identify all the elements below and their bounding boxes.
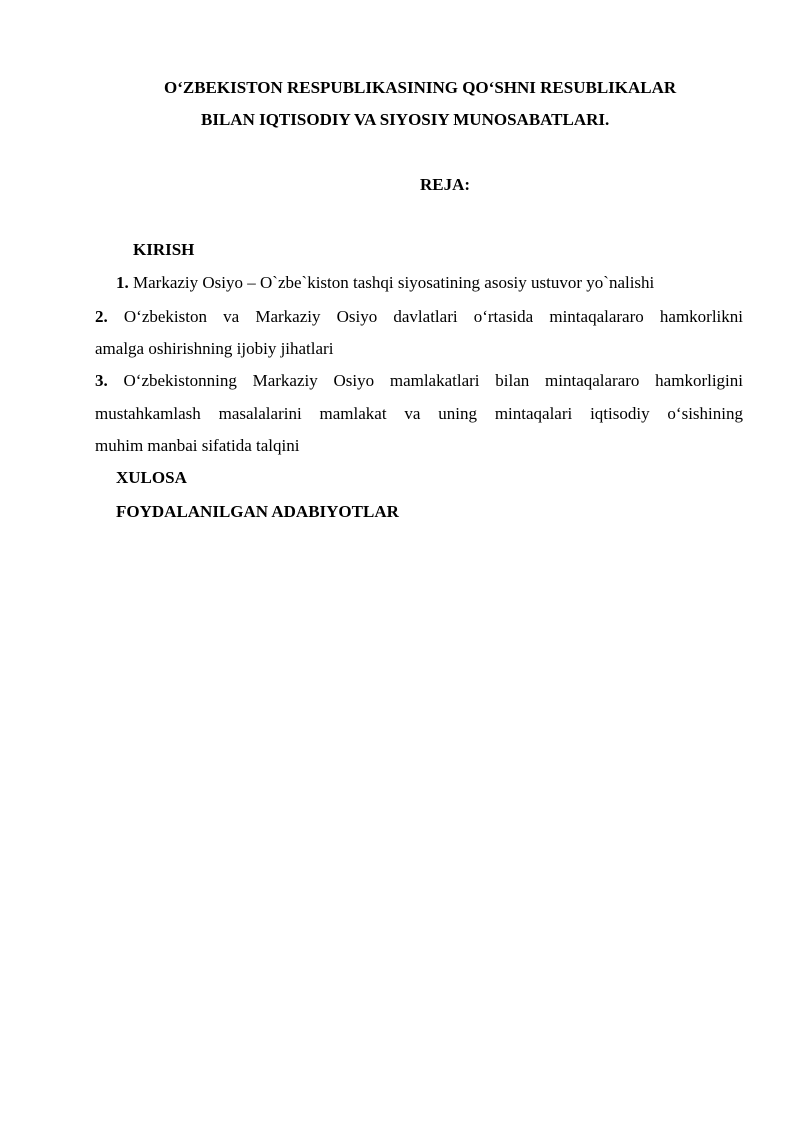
- plan-item-2-line-2: amalga oshirishning ijobiy jihatlari: [95, 339, 334, 358]
- plan-item-3-number: 3.: [95, 371, 108, 390]
- plan-item-3-line-2: mustahkamlash masalalarini mamlakat va uning mintaqalari iqtisodiy o‘sishining: [95, 404, 743, 423]
- plan-item-3-line-3: muhim manbai sifatida talqini: [95, 436, 300, 455]
- plan-item-2-text-1: O‘zbekiston va Markaziy Osiyo davlatlari o‘rtasida mintaqalararo hamkorlikni: [123, 307, 743, 326]
- plan-item-references: FOYDALANILGAN ADABIYOTLAR: [116, 502, 399, 521]
- plan-item-3-text-1: O‘zbekistonning Markaziy Osiyo mamlakatlari bilan mintaqalararo hamkorligini: [123, 371, 744, 390]
- document-title-line-2: BILAN IQTISODIY VA SIYOSIY MUNOSABATLARI.: [201, 110, 610, 129]
- plan-item-1-number: 1.: [116, 273, 129, 292]
- plan-item-1: [116, 273, 654, 293]
- plan-item-conclusion: XULOSA: [116, 468, 187, 487]
- document-title-line-1: O‘ZBEKISTON RESPUBLIKASINING QO‘SHNI RESUBLIKALAR: [164, 78, 677, 97]
- plan-item-intro: KIRISH: [133, 240, 195, 259]
- plan-item-2-number: 2.: [95, 307, 108, 326]
- plan-item-2-line-1: [95, 307, 743, 327]
- plan-heading: REJA:: [420, 175, 471, 194]
- plan-item-1-text: Markaziy Osiyo – O`zbe`kiston tashqi siyosatining asosiy ustuvor yo`nalishi: [133, 273, 655, 292]
- plan-item-3-line-1: [95, 371, 743, 391]
